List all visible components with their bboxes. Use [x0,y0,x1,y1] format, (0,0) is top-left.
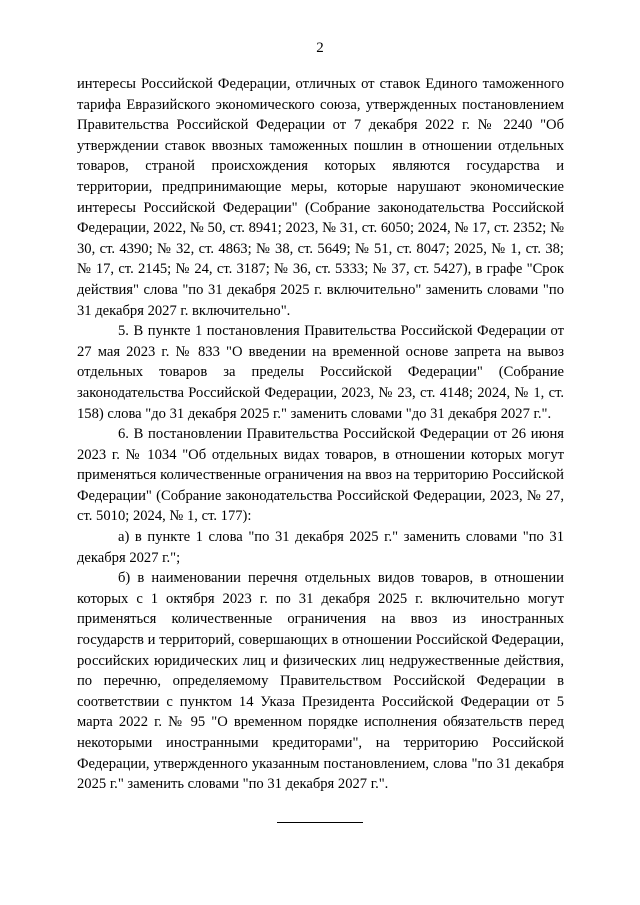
page-number: 2 [316,40,324,56]
paragraph-item-6a: а) в пункте 1 слова "по 31 декабря 2025 г." заменить словами "по 31 декабря 2027 г."; [77,529,564,566]
paragraph-item-6b: б) в наименовании перечня отдельных видов товаров, в отношении которых с 1 октября 2023 г. по 31 декабря 2025 г. включительно могут применяться количественные ограничения на ввоз из иностранных государств и территорий, совершающих в отношении Российской Федерации, российских юридических лиц и физических лиц недружественные действия, по перечню, определяемому Правительством Российской Федерации в соответствии с пунктом 14 Указа Президента Российской Федерации от 5 марта 2022 г. № 95 "О временном порядке исполнения обязательств перед некоторыми иностранными кредиторами", на территорию Российской Федерации, утвержденного указанным постановлением, слова "по 31 декабря 2025 г." заменить словами "по 31 декабря 2027 г.". [77,570,564,793]
document-body [77,74,564,795]
paragraph-item-5: 5. В пункте 1 постановления Правительства Российской Федерации от 27 мая 2023 г. № 833 "О введении на временной основе запрета на вывоз отдельных товаров за пределы Российской Федерации" (Собрание законодательства Российской Федерации, 2023, № 23, ст. 4148; 2024, № 1, ст. 158) слова "до 31 декабря 2025 г." заменить словами "до 31 декабря 2027 г.". [77,323,564,422]
paragraph-continuation: интересы Российской Федерации, отличных от ставок Единого таможенного тарифа Евразийского экономического союза, утвержденных постановлением Правительства Российской Федерации от 7 декабря 2022 г. № 2240 "Об утверждении ставок ввозных таможенных пошлин в отношении отдельных товаров, страной происхождения которых являются государства и территории, предпринимающие меры, которые нарушают экономические интересы Российской Федерации" (Собрание законодательства Российской Федерации, 2022, № 50, ст. 8941; 2023, № 31, ст. 6050; 2024, № 17, ст. 2352; № 30, ст. 4390; № 32, ст. 4863; № 38, ст. 5649; № 51, ст. 8047; 2025, № 1, ст. 38; № 17, ст. 2145; № 24, ст. 3187; № 36, ст. 5333; № 37, ст. 5427), в графе "Срок действия" слова "по 31 декабря 2025 г. включительно" заменить словами "по 31 декабря 2027 г. включительно". [77,76,564,319]
closing-divider-line [277,822,363,823]
paragraph-item-6: 6. В постановлении Правительства Российской Федерации от 26 июня 2023 г. № 1034 "Об отдельных видах товаров, в отношении которых могут применяться количественные ограничения на ввоз на территорию Российской Федерации" (Собрание законодательства Российской Федерации, 2023, № 27, ст. 5010; 2024, № 1, ст. 177): [77,426,564,525]
